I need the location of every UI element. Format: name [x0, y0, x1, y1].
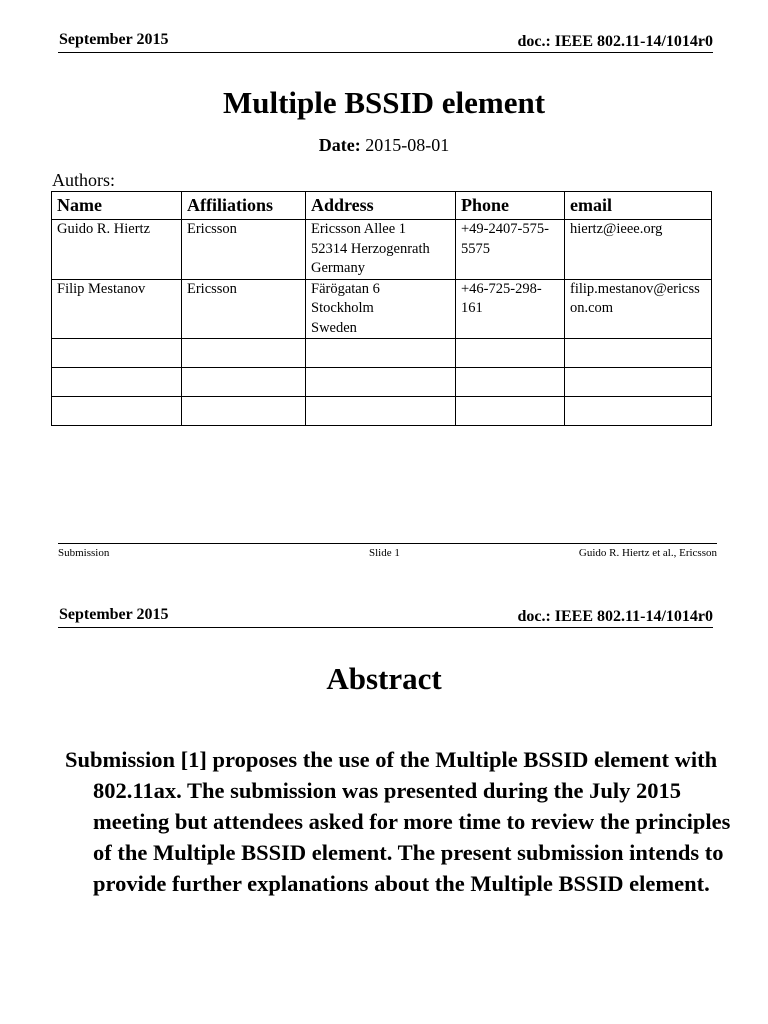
empty-cell: [565, 397, 712, 426]
author-email: hiertz@ieee.org: [565, 220, 712, 280]
address-line: Germany: [311, 260, 365, 276]
empty-cell: [52, 339, 182, 368]
slide-title: Multiple BSSID element: [222, 85, 546, 120]
date-value: 2015-08-01: [365, 135, 450, 155]
address-line: Färögatan 6: [311, 280, 380, 297]
column-header-address: Address: [306, 192, 456, 220]
author-address: [306, 220, 456, 280]
column-header-name: Name: [52, 192, 182, 220]
address-line: Ericsson Allee 1: [311, 221, 407, 237]
author-affiliation: Ericsson: [182, 220, 306, 280]
header-doc-id: doc.: IEEE 802.11-14/1014r0: [517, 608, 713, 625]
author-phone: +49-2407-575-5575: [456, 220, 565, 280]
table-header-row: [52, 192, 712, 220]
empty-table-row: [52, 339, 712, 368]
header-rule: [58, 52, 713, 53]
date-label: Date:: [318, 135, 361, 155]
header-date: September 2015: [59, 606, 169, 623]
column-header-email: email: [565, 192, 712, 220]
empty-cell: [306, 339, 456, 368]
empty-cell: [52, 368, 182, 397]
empty-cell: [456, 339, 565, 368]
empty-cell: [456, 397, 565, 426]
column-header-affiliations: Affiliations: [182, 192, 306, 220]
date-line: [0, 134, 768, 156]
address-line: Sweden: [311, 319, 357, 336]
footer-slide-number: Slide 1: [369, 547, 400, 559]
address-line: Stockholm: [311, 300, 374, 316]
empty-cell: [306, 397, 456, 426]
empty-table-row: [52, 397, 712, 426]
empty-cell: [565, 339, 712, 368]
author-phone: +46-725-298-161: [456, 279, 565, 339]
slide-2: [0, 590, 768, 1024]
empty-cell: [306, 368, 456, 397]
empty-cell: [52, 397, 182, 426]
author-name: Filip Mestanov: [52, 279, 182, 339]
header-doc-id: doc.: IEEE 802.11-14/1014r0: [517, 33, 713, 50]
empty-cell: [182, 368, 306, 397]
header-rule: [58, 627, 713, 628]
table-row: [52, 279, 712, 339]
empty-cell: [565, 368, 712, 397]
abstract-paragraph: Submission [1] proposes the use of the Multiple BSSID element with 802.11ax. The submission was presented during the July 2015 meeting but attendees asked for more time to review the principles of the Multiple BSSID element. The present submission intends to provide further explanations about the Multiple BSSID element.: [65, 747, 731, 896]
authors-table: [51, 191, 712, 426]
empty-cell: [456, 368, 565, 397]
column-header-phone: Phone: [456, 192, 565, 220]
author-affiliation: Ericsson: [182, 279, 306, 339]
empty-cell: [182, 339, 306, 368]
empty-cell: [182, 397, 306, 426]
table-row: [52, 220, 712, 280]
footer-submission: Submission: [58, 547, 110, 559]
author-email: filip.mestanov@ericsson.com: [565, 279, 712, 339]
empty-table-row: [52, 368, 712, 397]
header-date: September 2015: [59, 31, 169, 48]
slide-title: Abstract: [326, 661, 442, 696]
authors-label: Authors:: [52, 170, 115, 190]
footer-author: Guido R. Hiertz et al., Ericsson: [578, 547, 717, 559]
author-address: [306, 279, 456, 339]
slide-footer: [58, 543, 717, 564]
address-line: 52314 Herzogenrath: [311, 240, 430, 257]
author-name: Guido R. Hiertz: [52, 220, 182, 280]
